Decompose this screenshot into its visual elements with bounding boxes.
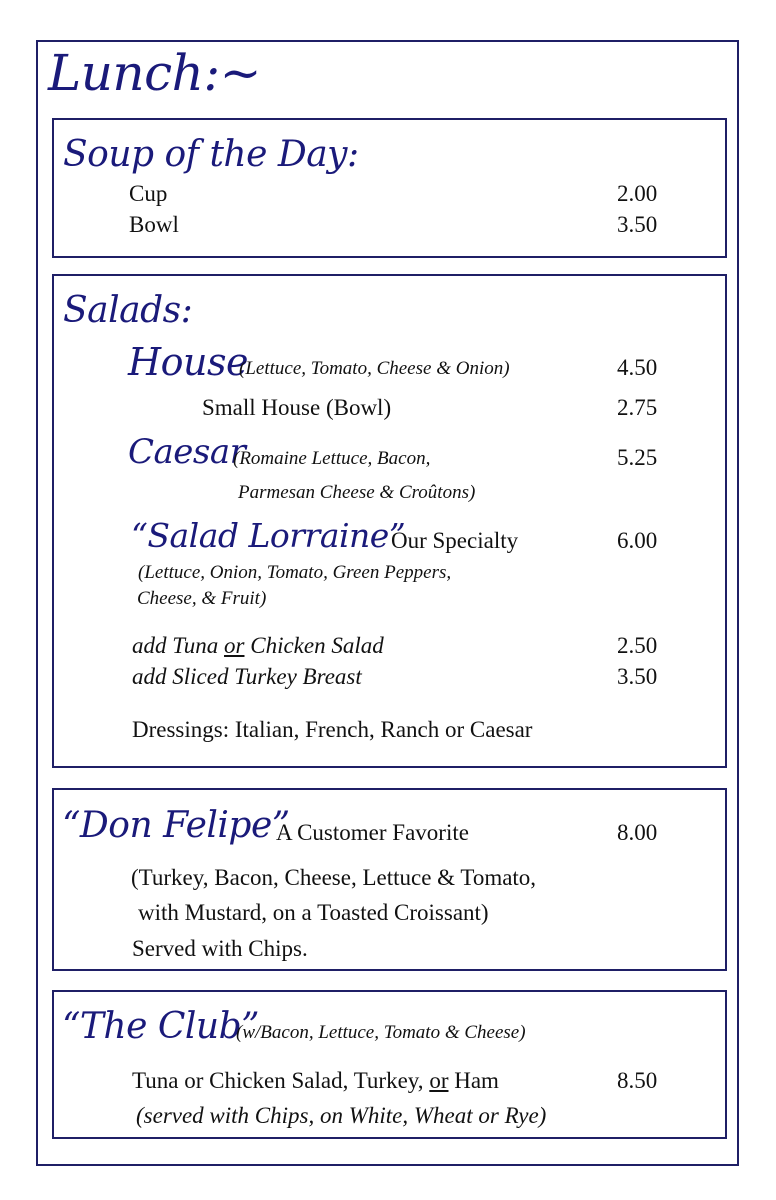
add-turkey-price: 3.50: [617, 664, 658, 689]
soup-cup-price: 2.00: [617, 181, 658, 206]
club-options-pre: Tuna or Chicken Salad, Turkey,: [132, 1068, 430, 1093]
house-salad-desc: (Lettuce, Tomato, Cheese & Onion): [239, 358, 510, 379]
lorraine-price: 6.00: [617, 528, 658, 553]
add-tuna-pre: add Tuna: [132, 633, 225, 658]
add-tuna-or: or: [224, 633, 245, 658]
don-felipe-line3: Served with Chips.: [132, 936, 308, 961]
club-options: [132, 1068, 499, 1094]
don-felipe-line1: (Turkey, Bacon, Cheese, Lettuce & Tomato,: [131, 865, 537, 890]
lorraine-tag: Our Specialty: [391, 528, 519, 553]
club-price: 8.50: [617, 1068, 658, 1093]
house-salad-price: 4.50: [617, 355, 658, 380]
club-options-or: or: [429, 1068, 449, 1093]
add-tuna-label: [132, 633, 384, 659]
caesar-salad-price: 5.25: [617, 445, 658, 470]
club-desc: (w/Bacon, Lettuce, Tomato & Cheese): [236, 1022, 526, 1043]
menu-title: Lunch:~: [48, 44, 262, 102]
lorraine-desc-line1: (Lettuce, Onion, Tomato, Green Peppers,: [138, 562, 452, 583]
club-options-post: Ham: [448, 1068, 499, 1093]
soup-cup-label: Cup: [129, 181, 168, 206]
dressings-text: Dressings: Italian, French, Ranch or Caesar: [132, 717, 533, 742]
don-felipe-name: “Don Felipe”: [62, 805, 290, 846]
don-felipe-price: 8.00: [617, 820, 658, 845]
add-turkey-label: add Sliced Turkey Breast: [132, 664, 362, 689]
house-salad-name: House: [128, 340, 248, 384]
don-felipe-tag: A Customer Favorite: [276, 820, 469, 845]
club-served: (served with Chips, on White, Wheat or Rye): [136, 1103, 547, 1128]
soup-bowl-price: 3.50: [617, 212, 658, 237]
soup-heading: Soup of the Day:: [63, 134, 359, 175]
soup-bowl-label: Bowl: [129, 212, 179, 237]
don-felipe-line2: with Mustard, on a Toasted Croissant): [138, 900, 489, 925]
caesar-desc-line2: Parmesan Cheese & Croûtons): [238, 482, 476, 503]
club-name: “The Club”: [62, 1006, 260, 1047]
lorraine-desc-line2: Cheese, & Fruit): [137, 588, 267, 609]
salads-heading: Salads:: [63, 290, 193, 331]
add-tuna-post: Chicken Salad: [244, 633, 384, 658]
add-tuna-price: 2.50: [617, 633, 658, 658]
small-house-label: Small House (Bowl): [202, 395, 392, 420]
caesar-desc-line1: (Romaine Lettuce, Bacon,: [233, 448, 431, 469]
small-house-price: 2.75: [617, 395, 658, 420]
caesar-salad-name: Caesar: [128, 432, 246, 472]
lorraine-salad-name: “Salad Lorraine”: [131, 516, 406, 555]
